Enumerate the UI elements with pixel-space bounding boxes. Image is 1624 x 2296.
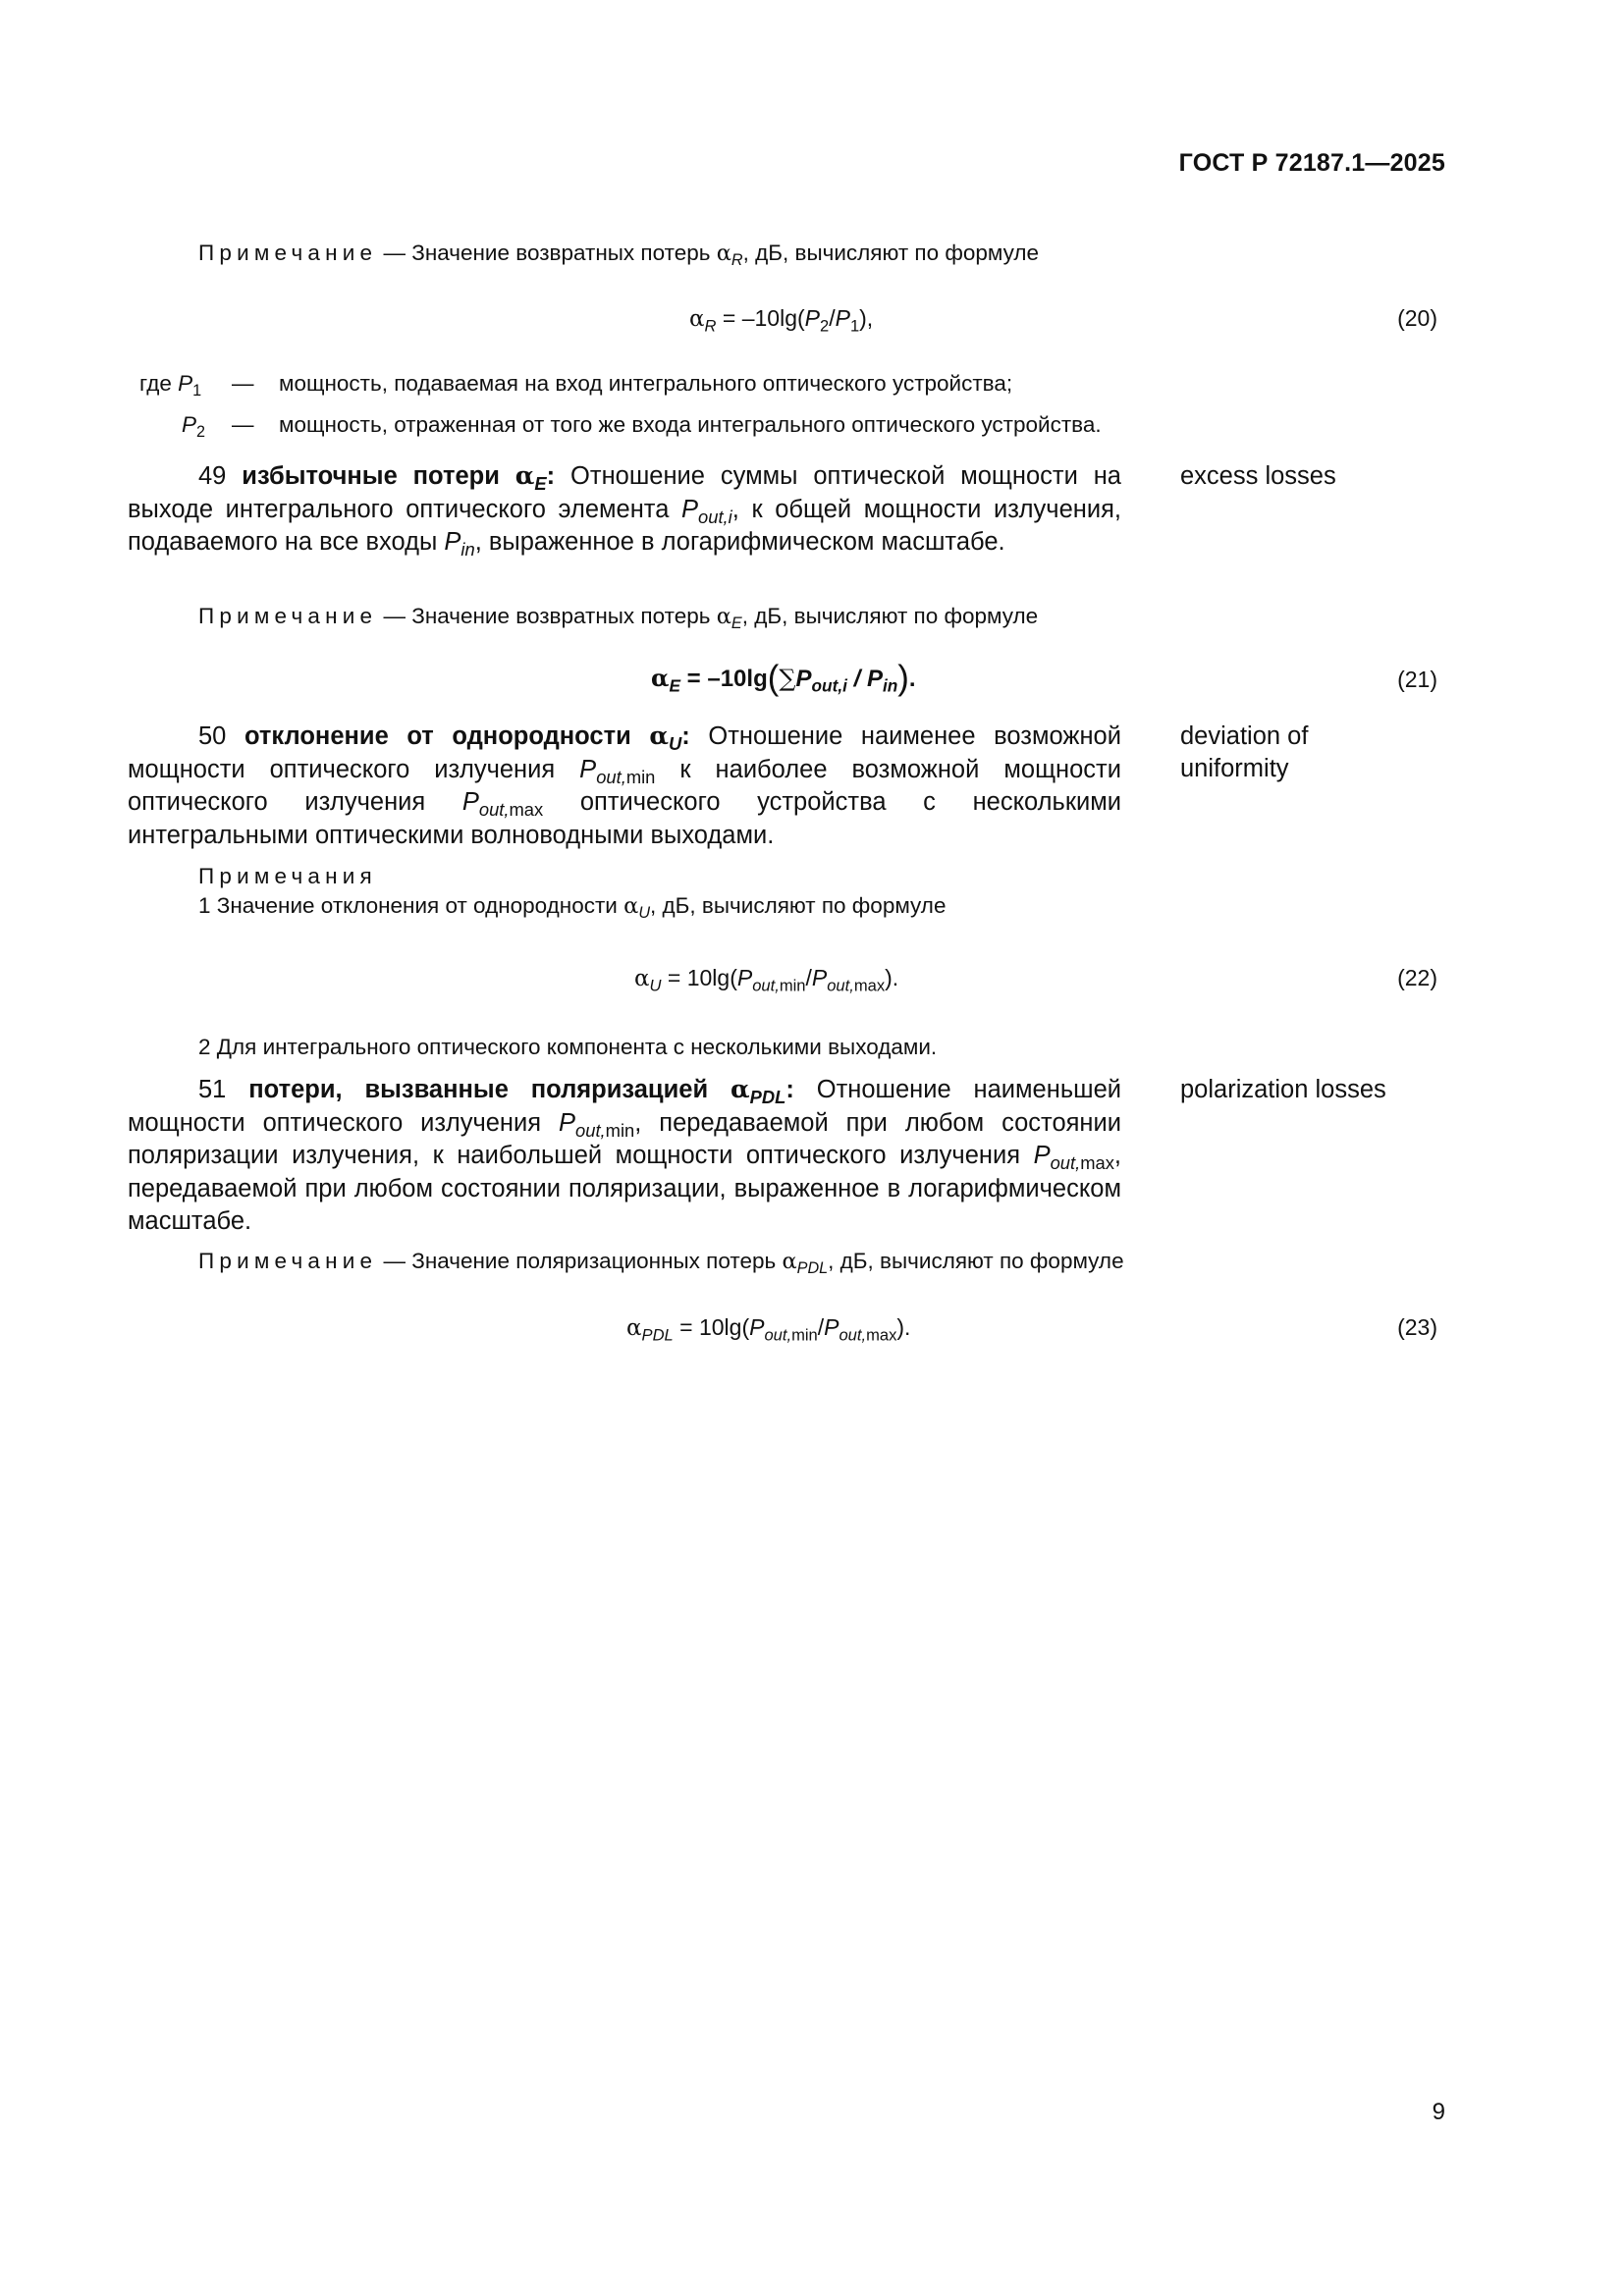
term-symbol-sub: U: [669, 732, 682, 754]
formula-body-prefix: = 10lg(: [673, 1314, 750, 1340]
equation-number-22: (22): [1397, 965, 1437, 990]
term-text-2: , передаваемой при любом состоянии поляризации излучения, к наибольшей мощности оптического излучения: [128, 1108, 1121, 1169]
p-min-symbol: P: [579, 755, 597, 783]
note-text-after: , дБ, вычисляют по формуле: [742, 240, 1040, 265]
p-max-symbol: P: [811, 965, 828, 990]
p-max-sub: out,: [1050, 1151, 1081, 1173]
formula-20: [689, 305, 874, 336]
p-out-symbol: P: [681, 495, 699, 523]
p-min-symbol: P: [559, 1108, 576, 1137]
term-number: 49: [198, 462, 227, 490]
p-in-symbol: P: [444, 528, 461, 556]
p-max-sub: max: [853, 976, 886, 995]
formula-lhs: α: [651, 664, 670, 692]
p-min-sub2: min: [625, 766, 656, 787]
formula-slash: /: [817, 1314, 825, 1340]
p-in-sub: in: [460, 538, 475, 560]
where-dash-2: —: [232, 412, 254, 437]
note-23: [198, 1247, 1124, 1276]
note-text-after: , дБ, вычисляют по формуле: [828, 1249, 1124, 1273]
alpha-subscript: R: [731, 251, 743, 270]
where-row-1: [139, 371, 202, 400]
formula-eq: = –10lg: [680, 666, 768, 692]
p-out-sub: out,i: [811, 675, 847, 696]
where-dash-1: —: [232, 371, 254, 396]
p-max-symbol: P: [824, 1314, 839, 1340]
term-51: [128, 1074, 1121, 1239]
alpha-symbol: α: [716, 240, 731, 266]
note-text-after: , дБ, вычисляют по формуле: [741, 604, 1039, 628]
sum-symbol: ∑: [779, 665, 796, 692]
term-text-2: к наиболее возможной мощности оптического излучения: [128, 755, 1121, 816]
term-title: избыточные потери: [242, 462, 515, 490]
equation-number-21: (21): [1397, 667, 1437, 692]
formula-22: [634, 965, 899, 995]
where-symbol-sub: 2: [196, 423, 206, 442]
notes-label: Примечания: [198, 864, 377, 888]
where-lead: где: [139, 371, 179, 396]
term-text-3: , передаваемой при любом состоянии поляризации, выраженное в логарифмическом масштабе.: [128, 1142, 1121, 1235]
note-text-before: — Значение возвратных потерь: [377, 604, 717, 628]
notes-50-item-1: [198, 891, 946, 921]
alpha-symbol: α: [716, 604, 731, 629]
notes-50-item-2: 2 Для интегрального оптического компонента с несколькими выходами.: [198, 1035, 938, 1059]
term-49-english: excess losses: [1180, 462, 1336, 490]
formula-23: [626, 1314, 911, 1345]
where-symbol: P: [182, 412, 197, 437]
p-min-symbol: P: [736, 965, 753, 990]
formula-body-prefix: = –10lg(: [716, 305, 805, 331]
formula-body-suffix: ),: [859, 305, 874, 331]
p-max-sub2: max: [1080, 1151, 1114, 1173]
term-colon: :: [546, 462, 556, 490]
note-text-before: Значение отклонения от однородности: [210, 893, 624, 918]
term-text-1: Отношение наименьшей мощности оптического излучения: [128, 1076, 1121, 1137]
formula-lhs: α: [626, 1315, 642, 1341]
p-min-sub2: min: [605, 1119, 635, 1141]
note-text-before: — Значение возвратных потерь: [377, 240, 717, 265]
formula-body-suffix: ).: [885, 965, 899, 990]
note-label: Примечание: [198, 240, 378, 265]
term-symbol: α: [649, 721, 669, 751]
formula-slash: /: [829, 305, 836, 331]
p-max-sub-italic: out,: [839, 1325, 867, 1345]
alpha-symbol: α: [623, 893, 639, 919]
note-20: [198, 239, 1039, 268]
p-out-symbol: P: [795, 666, 812, 692]
term-text-1: Отношение суммы оптической мощности на выходе интегрального оптического элемента: [128, 462, 1121, 523]
term-symbol-sub: E: [534, 472, 547, 494]
formula-lhs-sub: U: [649, 976, 662, 995]
p-max-symbol: P: [461, 788, 479, 816]
term-50: [128, 721, 1121, 852]
alpha-subscript: U: [638, 904, 651, 923]
p-max-symbol: P: [1033, 1142, 1051, 1169]
alpha-symbol: α: [782, 1249, 797, 1274]
alpha-subscript: E: [731, 614, 742, 633]
notes-50-label: [198, 862, 377, 891]
formula-slash: /: [805, 965, 812, 990]
p-max-sub-italic: out,: [827, 976, 854, 995]
note-label: Примечание: [198, 604, 378, 628]
term-symbol: α: [514, 461, 535, 491]
alpha-subscript: PDL: [796, 1259, 829, 1278]
where-symbol: P: [178, 371, 193, 396]
where-row-2: [182, 412, 206, 442]
p-min-sub-italic: out,: [752, 976, 780, 995]
equation-number-20: (20): [1397, 305, 1437, 331]
formula-p2-sub: 2: [820, 316, 830, 336]
formula-p2: P: [804, 305, 820, 331]
p-min-symbol: P: [749, 1314, 765, 1340]
note-item-number: 1: [198, 893, 211, 918]
note-label: Примечание: [198, 1249, 378, 1273]
term-50-english-line-1: deviation of: [1180, 722, 1309, 750]
p-min-sub: min: [791, 1325, 818, 1345]
where-text-2: мощность, отраженная от того же входа интегрального оптического устройства.: [279, 412, 1102, 437]
term-colon: :: [785, 1076, 794, 1103]
p-in-sub: in: [882, 675, 898, 696]
term-text-1: Отношение наименее возможной мощности оптического излучения: [128, 722, 1121, 783]
formula-slash: /: [846, 666, 867, 692]
term-text-3: оптического устройства с несколькими интегральными оптическими волноводными выходами.: [128, 788, 1121, 849]
formula-lhs: α: [689, 306, 705, 332]
term-title: отклонение от однородности: [244, 722, 650, 750]
p-max-sub2: max: [509, 798, 544, 820]
p-min-sub: min: [779, 976, 806, 995]
page-number: 9: [1432, 2099, 1445, 2125]
term-title: потери, вызванные поляризацией: [248, 1076, 731, 1103]
formula-lhs-sub: E: [669, 675, 680, 696]
formula-p1-sub: 1: [849, 316, 860, 336]
note-text-after: , дБ, вычисляют по формуле: [650, 893, 947, 918]
p-min-sub: out,: [596, 766, 626, 787]
term-number: 51: [198, 1076, 227, 1103]
term-symbol: α: [731, 1075, 750, 1104]
term-text-2: , к общей мощности излучения, подаваемого на все входы: [128, 495, 1121, 556]
formula-p1: P: [835, 305, 850, 331]
formula-lhs-sub: R: [704, 316, 717, 336]
term-51-english: polarization losses: [1180, 1076, 1386, 1103]
formula-21: [651, 658, 916, 697]
term-50-english-line-2: uniformity: [1180, 755, 1289, 782]
where-symbol-sub: 1: [192, 382, 202, 400]
standard-header: ГОСТ Р 72187.1—2025: [1178, 149, 1445, 177]
formula-open-paren: (: [767, 658, 780, 697]
formula-body-prefix: = 10lg(: [661, 965, 737, 990]
where-text-1: мощность, подаваемая на вход интегрального оптического устройства;: [279, 371, 1013, 396]
p-min-sub-italic: out,: [764, 1325, 792, 1345]
p-out-sub: out,i: [698, 506, 732, 527]
equation-number-23: (23): [1397, 1314, 1437, 1340]
formula-close-paren: ): [897, 658, 909, 697]
p-min-sub: out,: [575, 1119, 606, 1141]
formula-lhs-sub: PDL: [641, 1325, 674, 1345]
p-max-sub: max: [866, 1325, 897, 1345]
formula-end: .: [908, 666, 916, 692]
formula-body-suffix: ).: [896, 1314, 911, 1340]
term-colon: :: [681, 722, 690, 750]
formula-lhs: α: [634, 966, 650, 991]
term-49: [128, 460, 1121, 560]
note-text-before: — Значение поляризационных потерь: [377, 1249, 783, 1273]
note-21: [198, 602, 1038, 631]
term-symbol-sub: PDL: [749, 1086, 786, 1107]
p-in-symbol: P: [866, 666, 883, 692]
term-number: 50: [198, 722, 227, 750]
p-max-sub: out,: [478, 798, 510, 820]
term-text-3: , выраженное в логарифмическом масштабе.: [474, 528, 1005, 556]
